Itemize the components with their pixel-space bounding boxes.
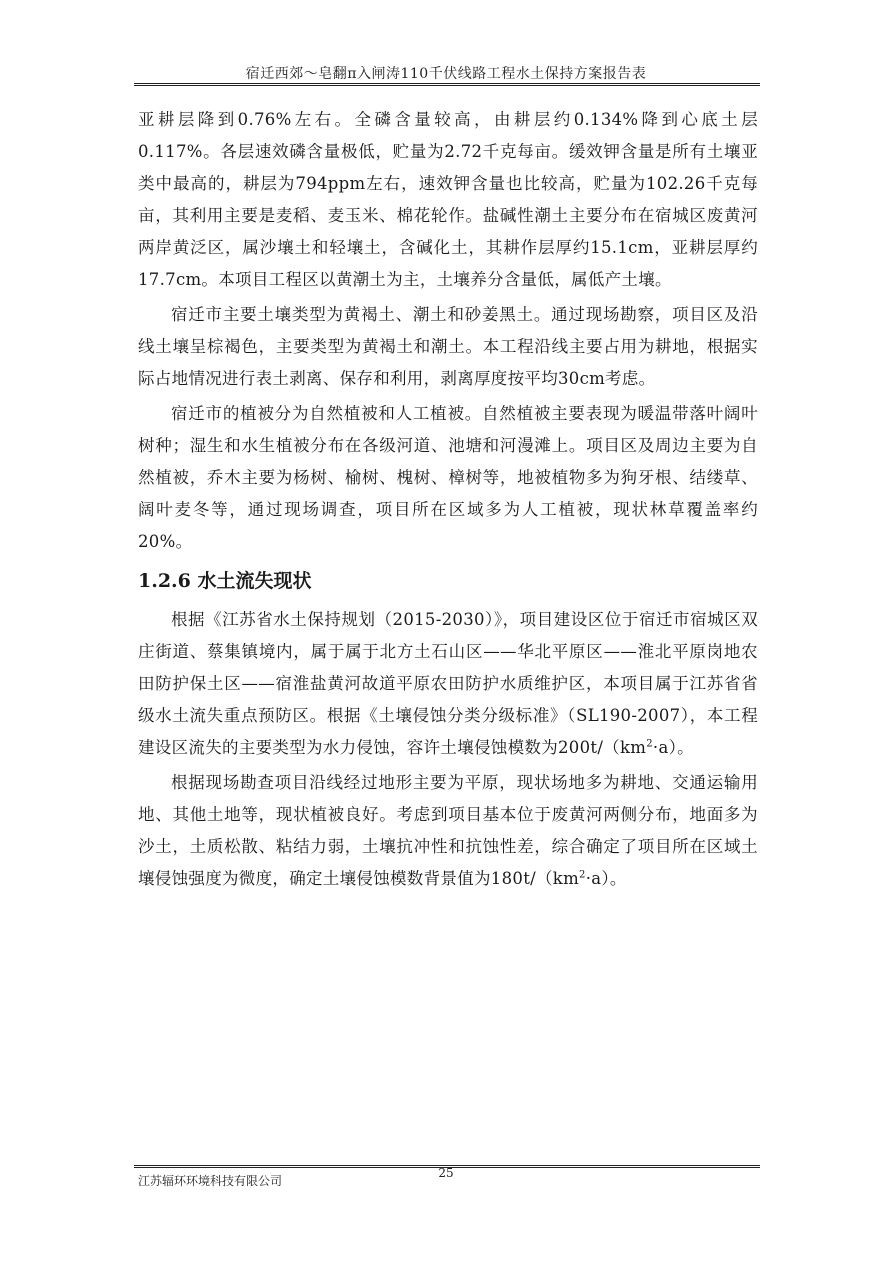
footer-company: 江苏辐环环境科技有限公司 [138,1174,283,1188]
header-divider [134,83,760,86]
paragraph-soil-types: 宿迁市主要土壤类型为黄褐土、潮土和砂姜黑土。通过现场勘察，项目区及沿线土壤呈棕褐色，主要类型为黄褐土和潮土。本工程沿线主要占用为耕地，根据实际占地情况进行表土剥离、保存和利用，剥离厚度按平均30cm考虑。 [138,305,758,388]
paragraph-erosion-background-text: 根据现场勘查项目沿线经过地形主要为平原，现状场地多为耕地、交通运输用地、其他土地等，现状植被良好。考虑到项目基本位于废黄河两侧分布，地面多为沙土，土质松散、粘结力弱，土壤抗冲性和抗蚀性差，综合确定了项目所在区域土壤侵蚀强度为微度，确定土壤侵蚀模数背景值为180t/（km [138,773,758,888]
page-header-title: 宿迁西郊～皂翻π入闸涛110千伏线路工程水土保持方案报告表 [245,66,647,82]
page-number: 25 [438,1166,454,1180]
paragraph-erosion-zone [138,604,758,764]
paragraph-vegetation: 宿迁市的植被分为自然植被和人工植被。自然植被主要表现为暖温带落叶阔叶树种；湿生和水生植被分布在各级河道、池塘和河漫滩上。项目区及周边主要为自然植被，乔木主要为杨树、榆树、槐树、樟树等，地被植物多为狗牙根、结缕草、阔叶麦冬等，通过现场调查，项目所在区域多为人工植被，现状林草覆盖率约20%。 [138,404,758,551]
paragraph-erosion-background [138,767,758,895]
section-heading: 1.2.6 水土流失现状 [138,570,312,592]
paragraph-erosion-zone-text: 根据《江苏省水土保持规划（2015-2030）》，项目建设区位于宿迁市宿城区双庄街道、蔡集镇境内，属于属于北方土石山区——华北平原区——淮北平原岗地农田防护保土区——宿淮盐黄河故道平原农田防护水质维护区，本项目属于江苏省省级水土流失重点预防区。根据《土壤侵蚀分类分级标准》（SL190-2007），本工程建设区流失的主要类型为水力侵蚀，容许土壤侵蚀模数为200t/（km [138,610,758,757]
document-body [138,104,758,895]
superscript-2: 2 [646,738,653,750]
paragraph-soil-nutrients: 亚耕层降到0.76%左右。全磷含量较高，由耕层约0.134%降到心底土层0.117%。各层速效磷含量极低，贮量为2.72千克每亩。缓效钾含量是所有土壤亚类中最高的，耕层为794ppm左右，速效钾含量也比较高，贮量为102.26千克每亩，其利用主要是麦稻、麦玉米、棉花轮作。盐碱性潮土主要分布在宿城区废黄河两岸黄泛区，属沙壤土和轻壤土，含碱化土，其耕作层厚约15.1cm，亚耕层厚约17.7cm。本项目工程区以黄潮土为主，土壤养分含量低，属低产土壤。 [138,110,758,289]
paragraph-erosion-background-unit: ·a）。 [585,869,627,888]
paragraph-erosion-zone-unit: ·a）。 [652,738,694,757]
superscript-2: 2 [579,869,586,881]
